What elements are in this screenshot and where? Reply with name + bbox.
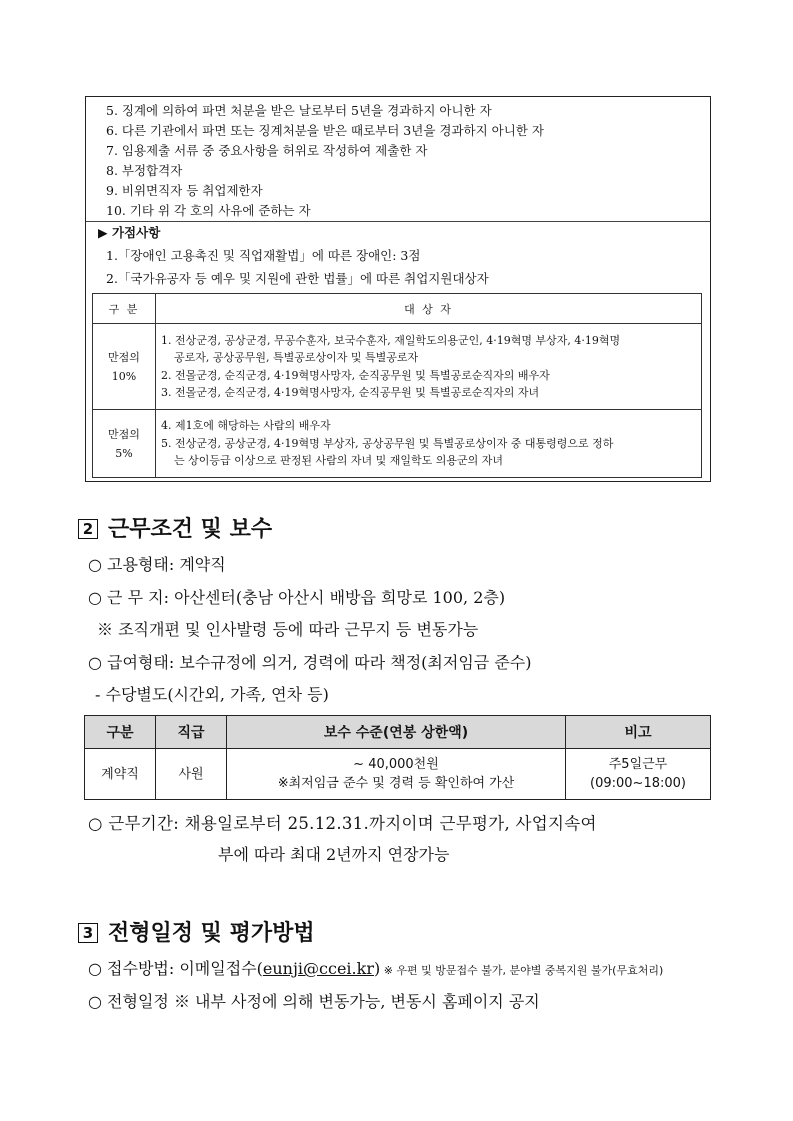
table-item: 2. 전몰군경, 순직군경, 4·19혁명사망자, 순직공무원 및 특별공로순직자의 배우자	[161, 368, 550, 382]
group-label: 만점의	[108, 350, 140, 364]
table-item: 3. 전몰군경, 순직군경, 4·19혁명사망자, 순직공무원 및 특별공로순직자의 자녀	[161, 386, 540, 399]
group-cell	[93, 324, 156, 410]
pay-header: 직급	[156, 716, 227, 749]
disqualification-list	[86, 97, 710, 222]
table-item: 4. 제1호에 해당하는 사람의 배우자	[161, 419, 331, 433]
salary-type: ○ 급여형태: 보수규정에 의거, 경력에 따라 책정(최저임금 준수)	[88, 653, 532, 672]
section-number-box: 2	[78, 519, 98, 539]
employment-type: ○ 고용형태: 계약직	[88, 555, 226, 574]
table-item: 공로자, 공상공무원, 특별공로상이자 및 특별공로자	[174, 351, 419, 364]
reception-close: )	[373, 959, 381, 978]
pay-table	[84, 715, 711, 800]
work-location: ○ 근 무 지: 아산센터(충남 아산시 배방읍 희망로 100, 2층)	[88, 588, 506, 607]
target-cell	[156, 410, 702, 478]
pay-grade-cell: 사원	[156, 749, 227, 800]
pay-header: 구분	[85, 716, 156, 749]
section-3-heading	[78, 916, 315, 947]
pay-note-days: 주5일근무	[608, 757, 668, 772]
section-title: 근무조건 및 보수	[108, 517, 273, 542]
veteran-bonus-table	[92, 293, 702, 478]
table-item: 는 상이등급 이상으로 판정된 사람의 자녀 및 재일학도 의용군의 자녀	[174, 454, 503, 468]
work-period: ○ 근무기간: 채용일로부터 25.12.31.까지이며 근무평가, 사업지속여	[88, 814, 597, 833]
eligibility-box	[85, 96, 711, 482]
bonus-item: 2.「국가유공자 등 예우 및 지원에 관한 법률」에 따른 취업지원대상자	[106, 271, 489, 286]
reception-label: ○ 접수방법: 이메일접수(	[88, 959, 263, 978]
pay-header: 보수 수준(연봉 상한액)	[227, 716, 566, 749]
group-percent: 5%	[115, 446, 133, 460]
list-item: 10. 기타 위 각 호의 사유에 준하는 자	[106, 203, 311, 218]
pay-level-note: ※최저임금 준수 및 경력 등 확인하여 가산	[277, 776, 515, 791]
list-item: 7. 임용제출 서류 중 중요사항을 허위로 작성하여 제출한 자	[106, 143, 428, 158]
bonus-item: 1.「장애인 고용촉진 및 직업재활법」에 따른 장애인: 3점	[106, 248, 421, 263]
pay-level-cell	[227, 749, 566, 800]
reception-method	[88, 956, 663, 979]
allowance-note: - 수당별도(시간외, 가족, 연차 등)	[95, 685, 329, 704]
col-header-target: 대 상 자	[156, 294, 702, 324]
table-item: 5. 전상군경, 공상군경, 4·19혁명 부상자, 공상공무원 및 특별공로상이자 중 대통령령으로 정하	[161, 436, 614, 450]
pay-header: 비고	[566, 716, 711, 749]
section-number-box: 3	[78, 923, 98, 943]
bonus-heading: ▶ 가점사항	[98, 225, 161, 240]
section-title: 전형일정 및 평가방법	[108, 921, 315, 946]
col-header-group: 구 분	[93, 294, 156, 324]
pay-note-hours: (09:00~18:00)	[590, 776, 686, 791]
work-period-cont: 부에 따라 최대 2년까지 연장가능	[218, 845, 450, 864]
email-link[interactable]: eunji@ccei.kr	[262, 959, 374, 978]
list-item: 8. 부정합격자	[106, 163, 183, 178]
list-item: 6. 다른 기관에서 파면 또는 징계처분을 받은 때로부터 3년을 경과하지 아니한 자	[106, 123, 544, 138]
pay-level-amount: ~ 40,000천원	[353, 757, 439, 772]
group-cell	[93, 410, 156, 478]
list-item: 9. 비위면직자 등 취업제한자	[106, 183, 263, 198]
location-note: ※ 조직개편 및 인사발령 등에 따라 근무지 등 변동가능	[97, 620, 479, 639]
section-2-heading	[78, 512, 272, 543]
group-label: 만점의	[108, 427, 140, 441]
target-cell	[156, 324, 702, 410]
pay-note-cell	[566, 749, 711, 800]
pay-type-cell: 계약직	[85, 749, 156, 800]
group-percent: 10%	[111, 369, 137, 383]
table-item: 1. 전상군경, 공상군경, 무공수훈자, 보국수훈자, 재일학도의용군인, 4·19혁명 부상자, 4·19혁명	[161, 333, 621, 347]
schedule-line: ○ 전형일정 ※ 내부 사정에 의해 변동가능, 변동시 홈페이지 공지	[88, 992, 540, 1011]
reception-note: ※ 우편 및 방문접수 불가, 분야별 중복지원 불가(무효처리)	[380, 964, 664, 977]
list-item: 5. 징계에 의하여 파면 처분을 받은 날로부터 5년을 경과하지 아니한 자	[106, 103, 492, 118]
